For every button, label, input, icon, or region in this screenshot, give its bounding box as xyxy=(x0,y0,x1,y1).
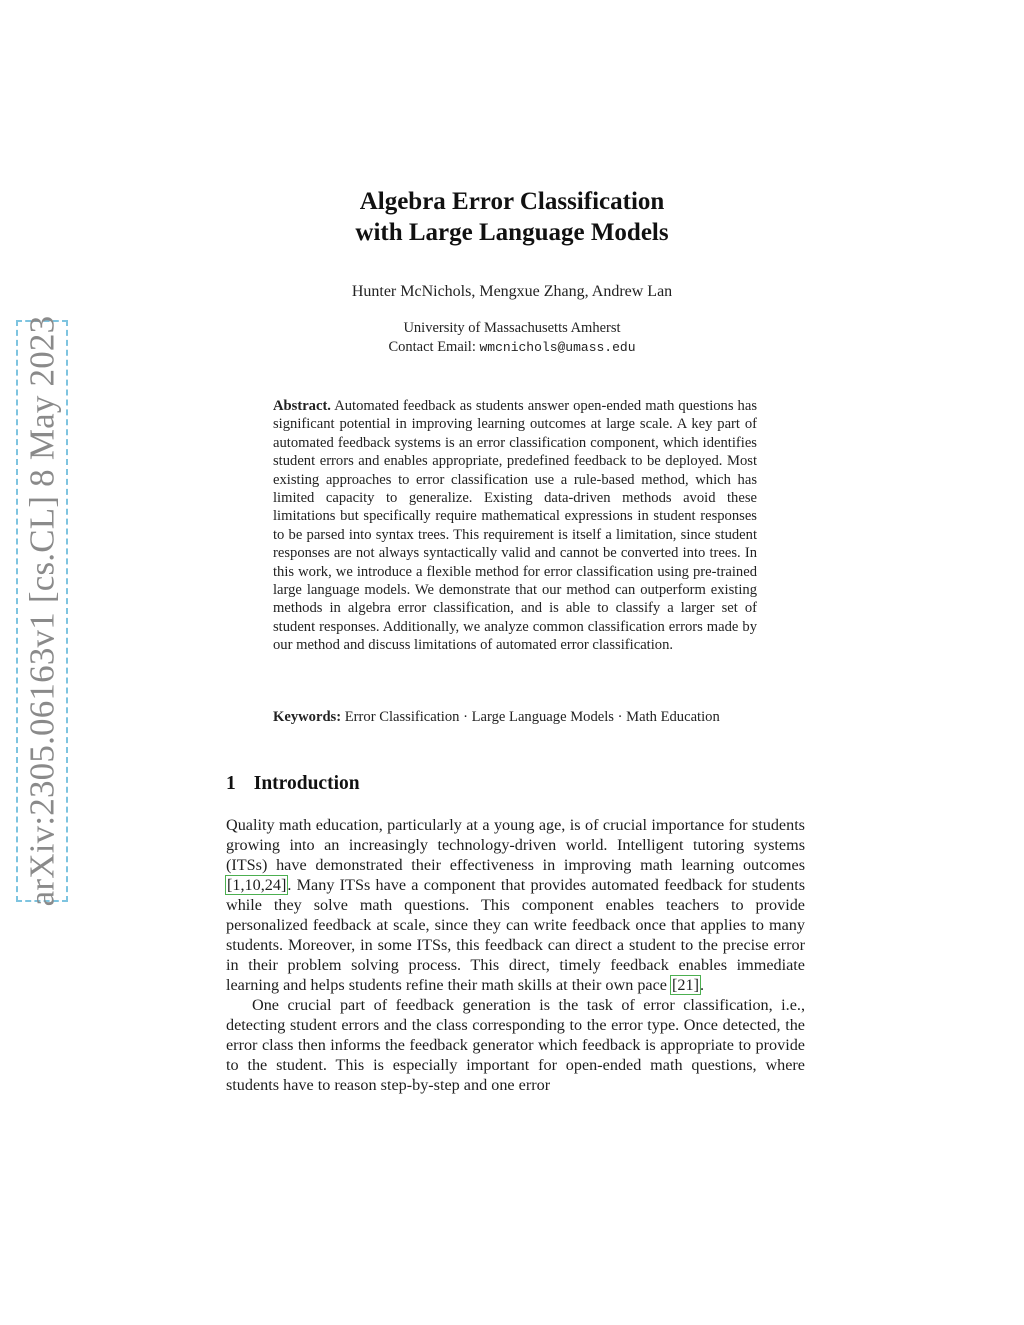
contact-email[interactable]: wmcnichols@umass.edu xyxy=(479,340,636,355)
paragraph-text: Quality math education, particularly at a young age, is of crucial importance for students growing into an increasingly technology-driven world. Intelligent tutoring systems (ITSs) have demonstrated their effectiveness in improving math learning outcomes xyxy=(226,816,805,874)
section-title: Introduction xyxy=(253,773,360,794)
title-line-2: with Large Language Models xyxy=(355,219,669,246)
title-line-1: Algebra Error Classification xyxy=(359,188,665,215)
paper-title xyxy=(0,186,1024,248)
citation-link[interactable]: [1,10,24] xyxy=(227,876,287,894)
introduction-body xyxy=(226,815,805,1095)
author-list: Hunter McNichols, Mengxue Zhang, Andrew Lan xyxy=(351,283,673,300)
section-number: 1 xyxy=(226,773,236,794)
paragraph-text: . xyxy=(700,976,705,994)
affiliation-block xyxy=(0,319,1024,357)
paragraph: One crucial part of feedback generation is the task of error classification, i.e., detecting student errors and the class corresponding to the error type. Once detected, the error class then informs the feedback generator which feedback is appropriate to provide to the student. This is especially important for open-ended math questions, where students have to reason step-by-step and one error xyxy=(226,996,805,1094)
affiliation: University of Massachusetts Amherst xyxy=(403,320,621,336)
abstract-label: Abstract. xyxy=(273,398,331,414)
abstract-text: Automated feedback as students answer open-ended math questions has significant potential in improving learning outcomes at large scale. A key part of automated feedback systems is an error classification component, which identifies student errors and enables appropriate, predefined feedback to be deployed. Most existing approaches to error classification use a rule-based method, which has limited capacity to generalize. Existing data-driven methods avoid these limitations but specifically require mathematical expressions in student responses to be parsed into syntax trees. This requirement is itself a limitation, since student responses are not always syntactically valid and cannot be converted into trees. In this work, we introduce a flexible method for error classification using pre-trained large language models. We demonstrate that our method can outperform existing methods in algebra error classification, and is able to classify a larger set of student responses. Additionally, we analyze common classification errors made by our method and discuss limitations of automated error classification. xyxy=(273,398,758,654)
keywords-text: Error Classification · Large Language Models · Math Education xyxy=(344,709,720,725)
section-heading xyxy=(226,773,360,795)
abstract xyxy=(273,397,757,655)
arxiv-identifier: arXiv:2305.06163v1 [cs.CL] 8 May 2023 xyxy=(22,315,62,907)
keywords-label: Keywords: xyxy=(273,709,342,725)
contact-line xyxy=(0,338,1024,357)
keywords xyxy=(273,708,757,726)
contact-label: Contact Email: xyxy=(388,339,476,355)
paragraph-text: . Many ITSs have a component that provides automated feedback for students while they solve math questions. This component enables teachers to provide personalized feedback at scale, since they can write feedback once that applies to many students. Moreover, in some ITSs, this feedback can direct a student to the precise error in their problem solving process. This direct, timely feedback enables immediate learning and helps students refine their math skills at their own pace xyxy=(226,876,805,994)
citation-link[interactable]: [21] xyxy=(672,976,699,994)
paragraph xyxy=(226,815,805,995)
arxiv-side-stamp xyxy=(16,315,68,907)
